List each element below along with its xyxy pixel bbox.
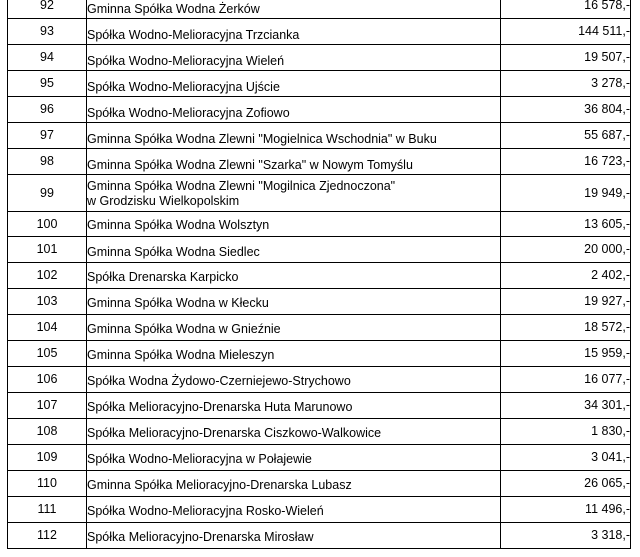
company-name-cell [87,471,501,497]
company-name: Gminna Spółka Wodna Wolsztyn [87,217,270,232]
amount: 18 572,- [501,315,631,341]
company-name: Gminna Spółka Wodna Siedlec [87,245,260,259]
table-row [8,149,631,175]
row-number: 94 [8,45,87,71]
company-name: Spółka Wodno-Melioracyjna w Połajewie [87,451,312,466]
company-name-cell [87,0,501,19]
amount: 1 830,- [501,419,631,445]
table-row [8,45,631,71]
table-row [8,523,631,549]
company-name-cell [87,315,501,341]
row-number: 92 [8,0,87,19]
amount: 19 949,- [501,175,631,212]
row-number: 97 [8,123,87,149]
company-name-cell [87,149,501,175]
amount: 34 301,- [501,393,631,419]
amount: 3 278,- [501,71,631,97]
row-number: 111 [8,497,87,523]
table-row [8,71,631,97]
company-name-cell [87,445,501,471]
company-name: Spółka Wodno-Melioracyjna Trzcianka [87,28,300,42]
company-name-cell [87,523,501,549]
amount: 16 723,- [501,149,631,175]
table-row [8,212,631,237]
company-name-cell [87,367,501,393]
row-number: 95 [8,71,87,97]
table-row [8,175,631,212]
row-number: 107 [8,393,87,419]
company-name-continued: w Grodzisku Wielkopolskim [87,194,240,208]
company-name-cell [87,289,501,315]
company-name-cell [87,45,501,71]
company-name-cell [87,71,501,97]
table-row [8,367,631,393]
amount: 36 804,- [501,97,631,123]
company-name: Gminna Spółka Melioracyjno-Drenarska Lubasz [87,477,352,492]
company-name-cell [87,175,501,212]
row-number: 108 [8,419,87,445]
company-name-cell [87,419,501,445]
amount: 19 507,- [501,45,631,71]
row-number: 102 [8,263,87,289]
amount: 2 402,- [501,263,631,289]
row-number: 109 [8,445,87,471]
amount: 16 077,- [501,367,631,393]
company-name: Spółka Drenarska Karpicko [87,269,239,284]
row-number: 105 [8,341,87,367]
amount: 3 318,- [501,523,631,549]
amount: 3 041,- [501,445,631,471]
company-name-cell [87,497,501,523]
company-name: Spółka Wodno-Melioracyjna Wieleń [87,54,285,68]
amount: 26 065,- [501,471,631,497]
table-row [8,97,631,123]
company-name-cell [87,237,501,263]
table-row [8,263,631,289]
row-number: 110 [8,471,87,497]
company-name: Spółka Melioracyjno-Drenarska Ciszkowo-Walkowice [87,425,382,440]
table-row [8,0,631,19]
amount: 16 578,- [501,0,631,19]
company-name: Spółka Melioracyjno-Drenarska Huta Marunowo [87,399,353,414]
company-name: Gminna Spółka Wodna w Kłecku [87,295,269,310]
company-name-cell [87,393,501,419]
company-name-cell [87,97,501,123]
company-name-cell [87,212,501,237]
amount: 55 687,- [501,123,631,149]
amount: 144 511,- [501,19,631,45]
table-row [8,341,631,367]
company-name-cell [87,123,501,149]
row-number: 104 [8,315,87,341]
table-row [8,445,631,471]
water-companies-table [7,0,631,549]
company-name: Spółka Wodno-Melioracyjna Ujście [87,80,280,94]
company-name: Gminna Spółka Wodna Żerków [87,2,260,16]
company-name: Spółka Wodna Żydowo-Czerniejewo-Strychowo [87,373,351,388]
row-number: 99 [8,175,87,212]
company-name-cell [87,19,501,45]
row-number: 96 [8,97,87,123]
row-number: 100 [8,212,87,237]
table-row [8,123,631,149]
amount: 19 927,- [501,289,631,315]
table-row [8,237,631,263]
company-name: Spółka Wodno-Melioracyjna Rosko-Wieleń [87,503,324,518]
row-number: 112 [8,523,87,549]
amount: 13 605,- [501,212,631,237]
company-name: Gminna Spółka Wodna Zlewni "Mogilnica Zjednoczona" [87,179,396,193]
amount: 15 959,- [501,341,631,367]
company-name: Gminna Spółka Wodna Zlewni "Szarka" w Nowym Tomyślu [87,158,413,172]
amount: 20 000,- [501,237,631,263]
company-name: Spółka Melioracyjno-Drenarska Mirosław [87,529,314,544]
row-number: 93 [8,19,87,45]
row-number: 106 [8,367,87,393]
table-row [8,393,631,419]
company-name: Gminna Spółka Wodna Mieleszyn [87,347,275,362]
amount: 11 496,- [501,497,631,523]
company-name: Gminna Spółka Wodna Zlewni "Mogielnica Wschodnia" w Buku [87,132,437,146]
company-name: Gminna Spółka Wodna w Gnieźnie [87,321,281,336]
table-row [8,315,631,341]
table-row [8,497,631,523]
table-row [8,289,631,315]
row-number: 98 [8,149,87,175]
company-name: Spółka Wodno-Melioracyjna Zofiowo [87,106,290,120]
row-number: 101 [8,237,87,263]
table-row [8,19,631,45]
row-number: 103 [8,289,87,315]
company-name-cell [87,341,501,367]
company-name-cell [87,263,501,289]
table-row [8,471,631,497]
table-row [8,419,631,445]
